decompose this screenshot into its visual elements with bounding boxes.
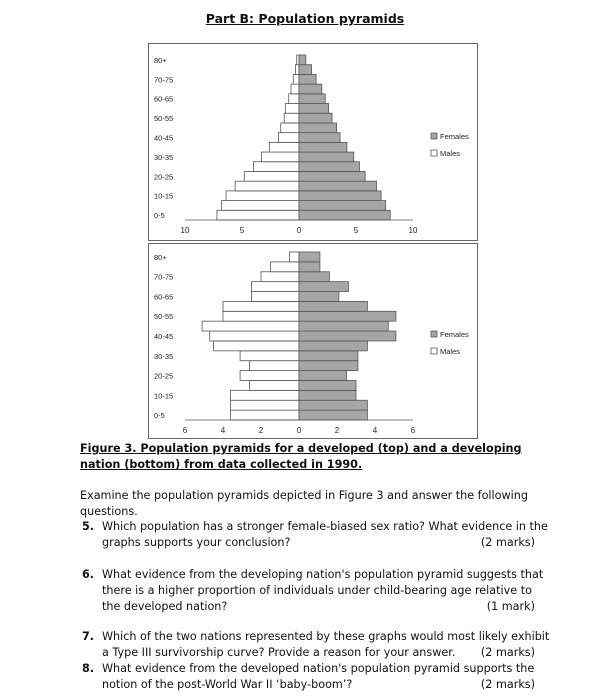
y-tick-label: 0-5 — [154, 211, 165, 221]
male-bar — [214, 341, 300, 351]
male-bar — [253, 162, 299, 172]
male-bar — [269, 142, 299, 152]
female-bar — [299, 331, 396, 341]
male-bar — [284, 113, 299, 123]
question-number: 7. — [82, 630, 95, 643]
x-tick-label: 0 — [296, 426, 302, 435]
x-tick-label: 2 — [334, 426, 340, 435]
legend-swatch — [431, 331, 437, 337]
y-tick-label: 80+ — [154, 252, 167, 262]
female-bar — [299, 133, 340, 143]
question-marks: (2 marks) — [480, 678, 535, 691]
male-bar — [252, 282, 300, 292]
y-tick-label: 50-55 — [154, 114, 174, 124]
developing-pyramid-svg — [149, 244, 477, 438]
male-bar — [223, 311, 299, 321]
female-bar — [299, 301, 367, 311]
female-bar — [299, 341, 367, 351]
male-bar — [250, 361, 299, 371]
female-bar — [299, 142, 347, 152]
intro-text: Examine the population pyramids depicted in Figure 3 and answer the following questions. — [80, 489, 528, 518]
y-tick-label: 10-15 — [154, 191, 174, 201]
female-bar — [299, 371, 347, 381]
y-tick-label: 20-25 — [154, 371, 174, 381]
female-bar — [299, 171, 365, 181]
question-text: What evidence from the developed nation's population pyramid supports the notion of the post-World War II ‘baby-boom’? — [102, 662, 535, 691]
x-tick-label: 5 — [353, 226, 359, 235]
question-marks: (2 marks) — [480, 536, 535, 549]
female-bar — [299, 351, 358, 361]
x-tick-label: 5 — [239, 226, 245, 235]
male-bar — [202, 321, 299, 331]
x-tick-label: 4 — [220, 426, 226, 435]
male-bar — [231, 410, 299, 420]
female-bar — [299, 390, 356, 400]
male-bar — [240, 371, 299, 381]
y-tick-label: 20-25 — [154, 172, 174, 182]
y-tick-label: 70-75 — [154, 75, 174, 85]
x-tick-label: 6 — [410, 426, 416, 435]
female-bar — [299, 400, 367, 410]
male-bar — [261, 152, 299, 162]
x-tick-label: 4 — [372, 426, 378, 435]
male-bar — [223, 301, 299, 311]
x-tick-label: 10 — [180, 226, 190, 235]
y-tick-label: 30-35 — [154, 351, 174, 361]
y-tick-label: 60-65 — [154, 292, 174, 302]
legend-swatch — [431, 133, 437, 139]
y-tick-label: 40-45 — [154, 332, 174, 341]
male-bar — [291, 84, 299, 94]
developing-nation-pyramid — [148, 243, 478, 439]
female-bar — [299, 210, 390, 220]
male-bar — [285, 104, 299, 114]
question-text: What evidence from the developing nation's population pyramid suggests that there is a higher proportion of individuals under child-bearing age relative to the developed nation? — [102, 568, 544, 613]
developed-nation-pyramid — [148, 43, 478, 241]
female-bar — [299, 311, 396, 321]
female-bar — [299, 361, 358, 371]
male-bar — [271, 262, 300, 272]
male-bar — [231, 390, 299, 400]
y-tick-label: 50-55 — [154, 312, 174, 322]
female-bar — [299, 123, 337, 133]
male-bar — [226, 191, 299, 201]
question-7 — [80, 629, 550, 661]
y-tick-label: 30-35 — [154, 152, 174, 162]
x-tick-label: 10 — [408, 226, 418, 235]
female-bar — [299, 162, 359, 172]
question-text: Which population has a stronger female-biased sex ratio? What evidence in the graphs supports your conclusion? — [102, 520, 548, 549]
male-bar — [261, 272, 299, 282]
male-bar — [221, 201, 299, 211]
page-title: Part B: Population pyramids — [205, 11, 405, 26]
female-bar — [299, 321, 388, 331]
legend-swatch — [431, 150, 437, 156]
male-bar — [290, 252, 300, 262]
male-bar — [231, 400, 299, 410]
legend-label: Males — [440, 149, 461, 158]
male-bar — [235, 181, 299, 191]
female-bar — [299, 181, 377, 191]
y-tick-label: 0-5 — [154, 411, 165, 421]
y-tick-label: 80+ — [154, 55, 167, 65]
question-text: Which of the two nations represented by these graphs would most likely exhibit a Type III survivorship curve? Provide a reason for your answer. — [102, 630, 550, 659]
x-tick-label: 2 — [258, 426, 264, 435]
question-5 — [80, 519, 550, 551]
legend-label: Males — [440, 347, 461, 356]
y-tick-label: 40-45 — [154, 133, 174, 143]
x-tick-label: 0 — [296, 226, 302, 235]
male-bar — [250, 380, 299, 390]
female-bar — [299, 282, 348, 292]
female-bar — [299, 104, 329, 114]
question-number: 6. — [82, 568, 95, 581]
female-bar — [299, 65, 312, 75]
male-bar — [296, 65, 299, 75]
male-bar — [289, 94, 299, 104]
y-tick-label: 60-65 — [154, 94, 174, 104]
question-marks: (1 mark) — [486, 600, 535, 613]
y-tick-label: 10-15 — [154, 391, 174, 401]
male-bar — [217, 210, 299, 220]
female-bar — [299, 380, 356, 390]
male-bar — [210, 331, 299, 341]
male-bar — [252, 292, 300, 302]
female-bar — [299, 272, 329, 282]
female-bar — [299, 74, 316, 84]
female-bar — [299, 262, 320, 272]
legend-label: Females — [440, 132, 469, 141]
question-number: 8. — [82, 662, 95, 675]
female-bar — [299, 94, 325, 104]
legend-label: Females — [440, 330, 469, 339]
female-bar — [299, 410, 367, 420]
female-bar — [299, 252, 320, 262]
y-tick-label: 70-75 — [154, 272, 174, 282]
female-bar — [299, 201, 386, 211]
question-8 — [80, 661, 550, 693]
figure-caption: Figure 3. Population pyramids for a developed (top) and a developing nation (bottom) from data collected in 1990. — [80, 442, 522, 471]
x-tick-label: 6 — [182, 426, 188, 435]
question-marks: (2 marks) — [480, 646, 535, 659]
question-number: 5. — [82, 520, 95, 533]
female-bar — [299, 84, 322, 94]
male-bar — [293, 74, 299, 84]
legend-swatch — [431, 348, 437, 354]
male-bar — [281, 123, 299, 133]
male-bar — [240, 351, 299, 361]
female-bar — [299, 191, 381, 201]
male-bar — [244, 171, 299, 181]
female-bar — [299, 292, 339, 302]
female-bar — [299, 55, 306, 65]
male-bar — [278, 133, 299, 143]
female-bar — [299, 152, 354, 162]
developed-pyramid-svg — [149, 44, 477, 240]
question-6 — [80, 567, 550, 615]
female-bar — [299, 113, 332, 123]
